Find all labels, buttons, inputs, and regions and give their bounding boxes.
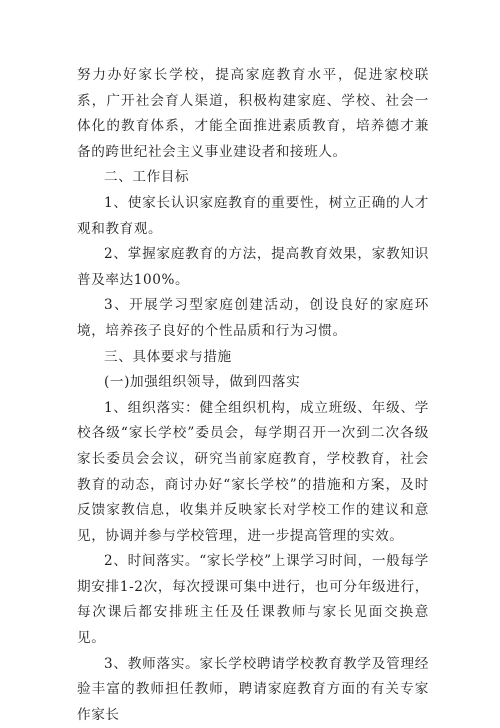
goal-item-1: 1、使家长认识家庭教育的重要性，树立正确的人才观和教育观。 <box>77 194 429 237</box>
goal-item-3: 3、开展学习型家庭创建活动，创设良好的家庭环境，培养孩子良好的个性品质和行为习惯。 <box>77 297 429 339</box>
section-heading-work-goals: 二、工作目标 <box>104 169 190 186</box>
measure-item-2: 2、时间落实。“家长学校”上课学习时间，一般每学期安排1-2次，每次授课可集中进行，也可分年级进行，每次课后都安排班主任及任课教师与家长见面交换意见。 <box>77 553 429 647</box>
measure-item-3: 3、教师落实。家长学校聘请学校教育教学及管理经验丰富的教师担任教师，聘请家庭教育方面的有关专家作家长 <box>77 655 429 723</box>
goal-item-2: 2、掌握家庭教育的方法，提高教育效果，家教知识普及率达100%。 <box>77 246 429 288</box>
subsection-heading-organization: (一)加强组织领导，做到四落实 <box>104 374 301 391</box>
section-heading-requirements: 三、具体要求与措施 <box>104 348 232 365</box>
body-paragraph: 努力办好家长学校，提高家庭教育水平，促进家校联系，广开社会育人渠道，积极构建家庭、学校、社会一体化的教育体系，才能全面推进素质教育，培养德才兼备的跨世纪社会主义事业建设者和接班人。 <box>77 67 429 160</box>
document-body <box>77 63 429 728</box>
measure-item-1: 1、组织落实：健全组织机构，成立班级、年级、学校各级“家长学校”委员会，每学期召开一次到二次各级家长委员会会议，研究当前家庭教育，学校教育，社会教育的动态，商讨办好“家长学校”的措施和方案，及时反馈家教信息，收集并反映家长对学校工作的建议和意见，协调并参与学校管理，进一步提高管理的实效。 <box>77 399 429 544</box>
